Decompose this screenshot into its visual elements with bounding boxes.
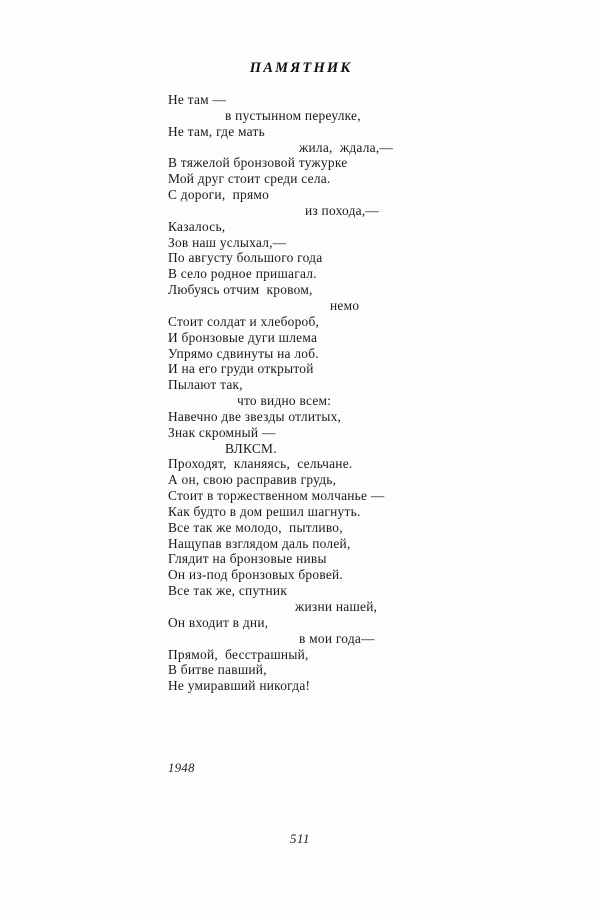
poem-line: В битве павший, (168, 662, 267, 678)
poem-line: что видно всем: (237, 393, 332, 409)
poem-line: Не там, где мать (168, 123, 265, 139)
poem-title: ПАМЯТНИК (249, 60, 353, 76)
poem-line: Упрямо сдвинуты на лоб. (168, 345, 319, 361)
poem-line: из похода,— (305, 202, 380, 218)
poem-line: ВЛКСМ. (225, 440, 277, 456)
poem-line: И бронзовые дуги шлема (168, 329, 318, 345)
poem-line: Как будто в дом решил шагнуть. (168, 503, 361, 519)
poem-body (168, 92, 568, 694)
poem-line: Глядит на бронзовые нивы (168, 551, 327, 567)
poem-line: Прямой, бесстрашный, (168, 646, 309, 662)
poem-line: Навечно две звезды отлитых, (168, 408, 342, 424)
poem-line: По августу большого года (168, 250, 323, 266)
poem-line: Стоит в торжественном молчанье — (168, 488, 385, 504)
poem-line: в пустынном переулке, (225, 107, 361, 123)
page-number: 511 (289, 832, 311, 846)
poem-line: Не там — (168, 92, 227, 107)
poem-line: В село родное пришагал. (168, 266, 317, 282)
poem-line: В тяжелой бронзовой тужурке (168, 155, 348, 171)
poem-line: жизни нашей, (295, 599, 378, 614)
poem-line: Все так же молодо, пытливо, (168, 519, 343, 535)
poem-line: Зов наш услыхал,— (168, 234, 287, 250)
poem-line: Нащупав взглядом даль полей, (168, 535, 351, 551)
poem-line: А он, свою расправив грудь, (168, 472, 337, 488)
poem-line: Мой друг стоит среди села. (168, 171, 331, 187)
poem-line: Он входит в дни, (168, 614, 269, 630)
poem-line: Знак скромный — (168, 424, 276, 440)
poem-line: И на его груди открытой (168, 361, 314, 377)
poem-line: немо (330, 297, 360, 313)
poem-line: Пылают так, (168, 377, 243, 393)
poem-line: Он из-под бронзовых бровей. (168, 567, 344, 583)
poem-line: С дороги, прямо (168, 187, 270, 203)
poem-date: 1948 (168, 761, 195, 775)
poem-line: Стоит солдат и хлебороб, (168, 313, 320, 329)
poem-line: жила, ждала,— (299, 139, 394, 155)
poem-line: Все так же, спутник (168, 583, 288, 599)
poem-line: Казалось, (168, 218, 226, 234)
poem-line: в мои года— (299, 630, 375, 646)
poem-line: Не умиравший никогда! (168, 678, 311, 694)
poem-line: Любуясь отчим кровом, (168, 282, 313, 298)
poem-line: Проходят, кланяясь, сельчане. (168, 456, 353, 472)
